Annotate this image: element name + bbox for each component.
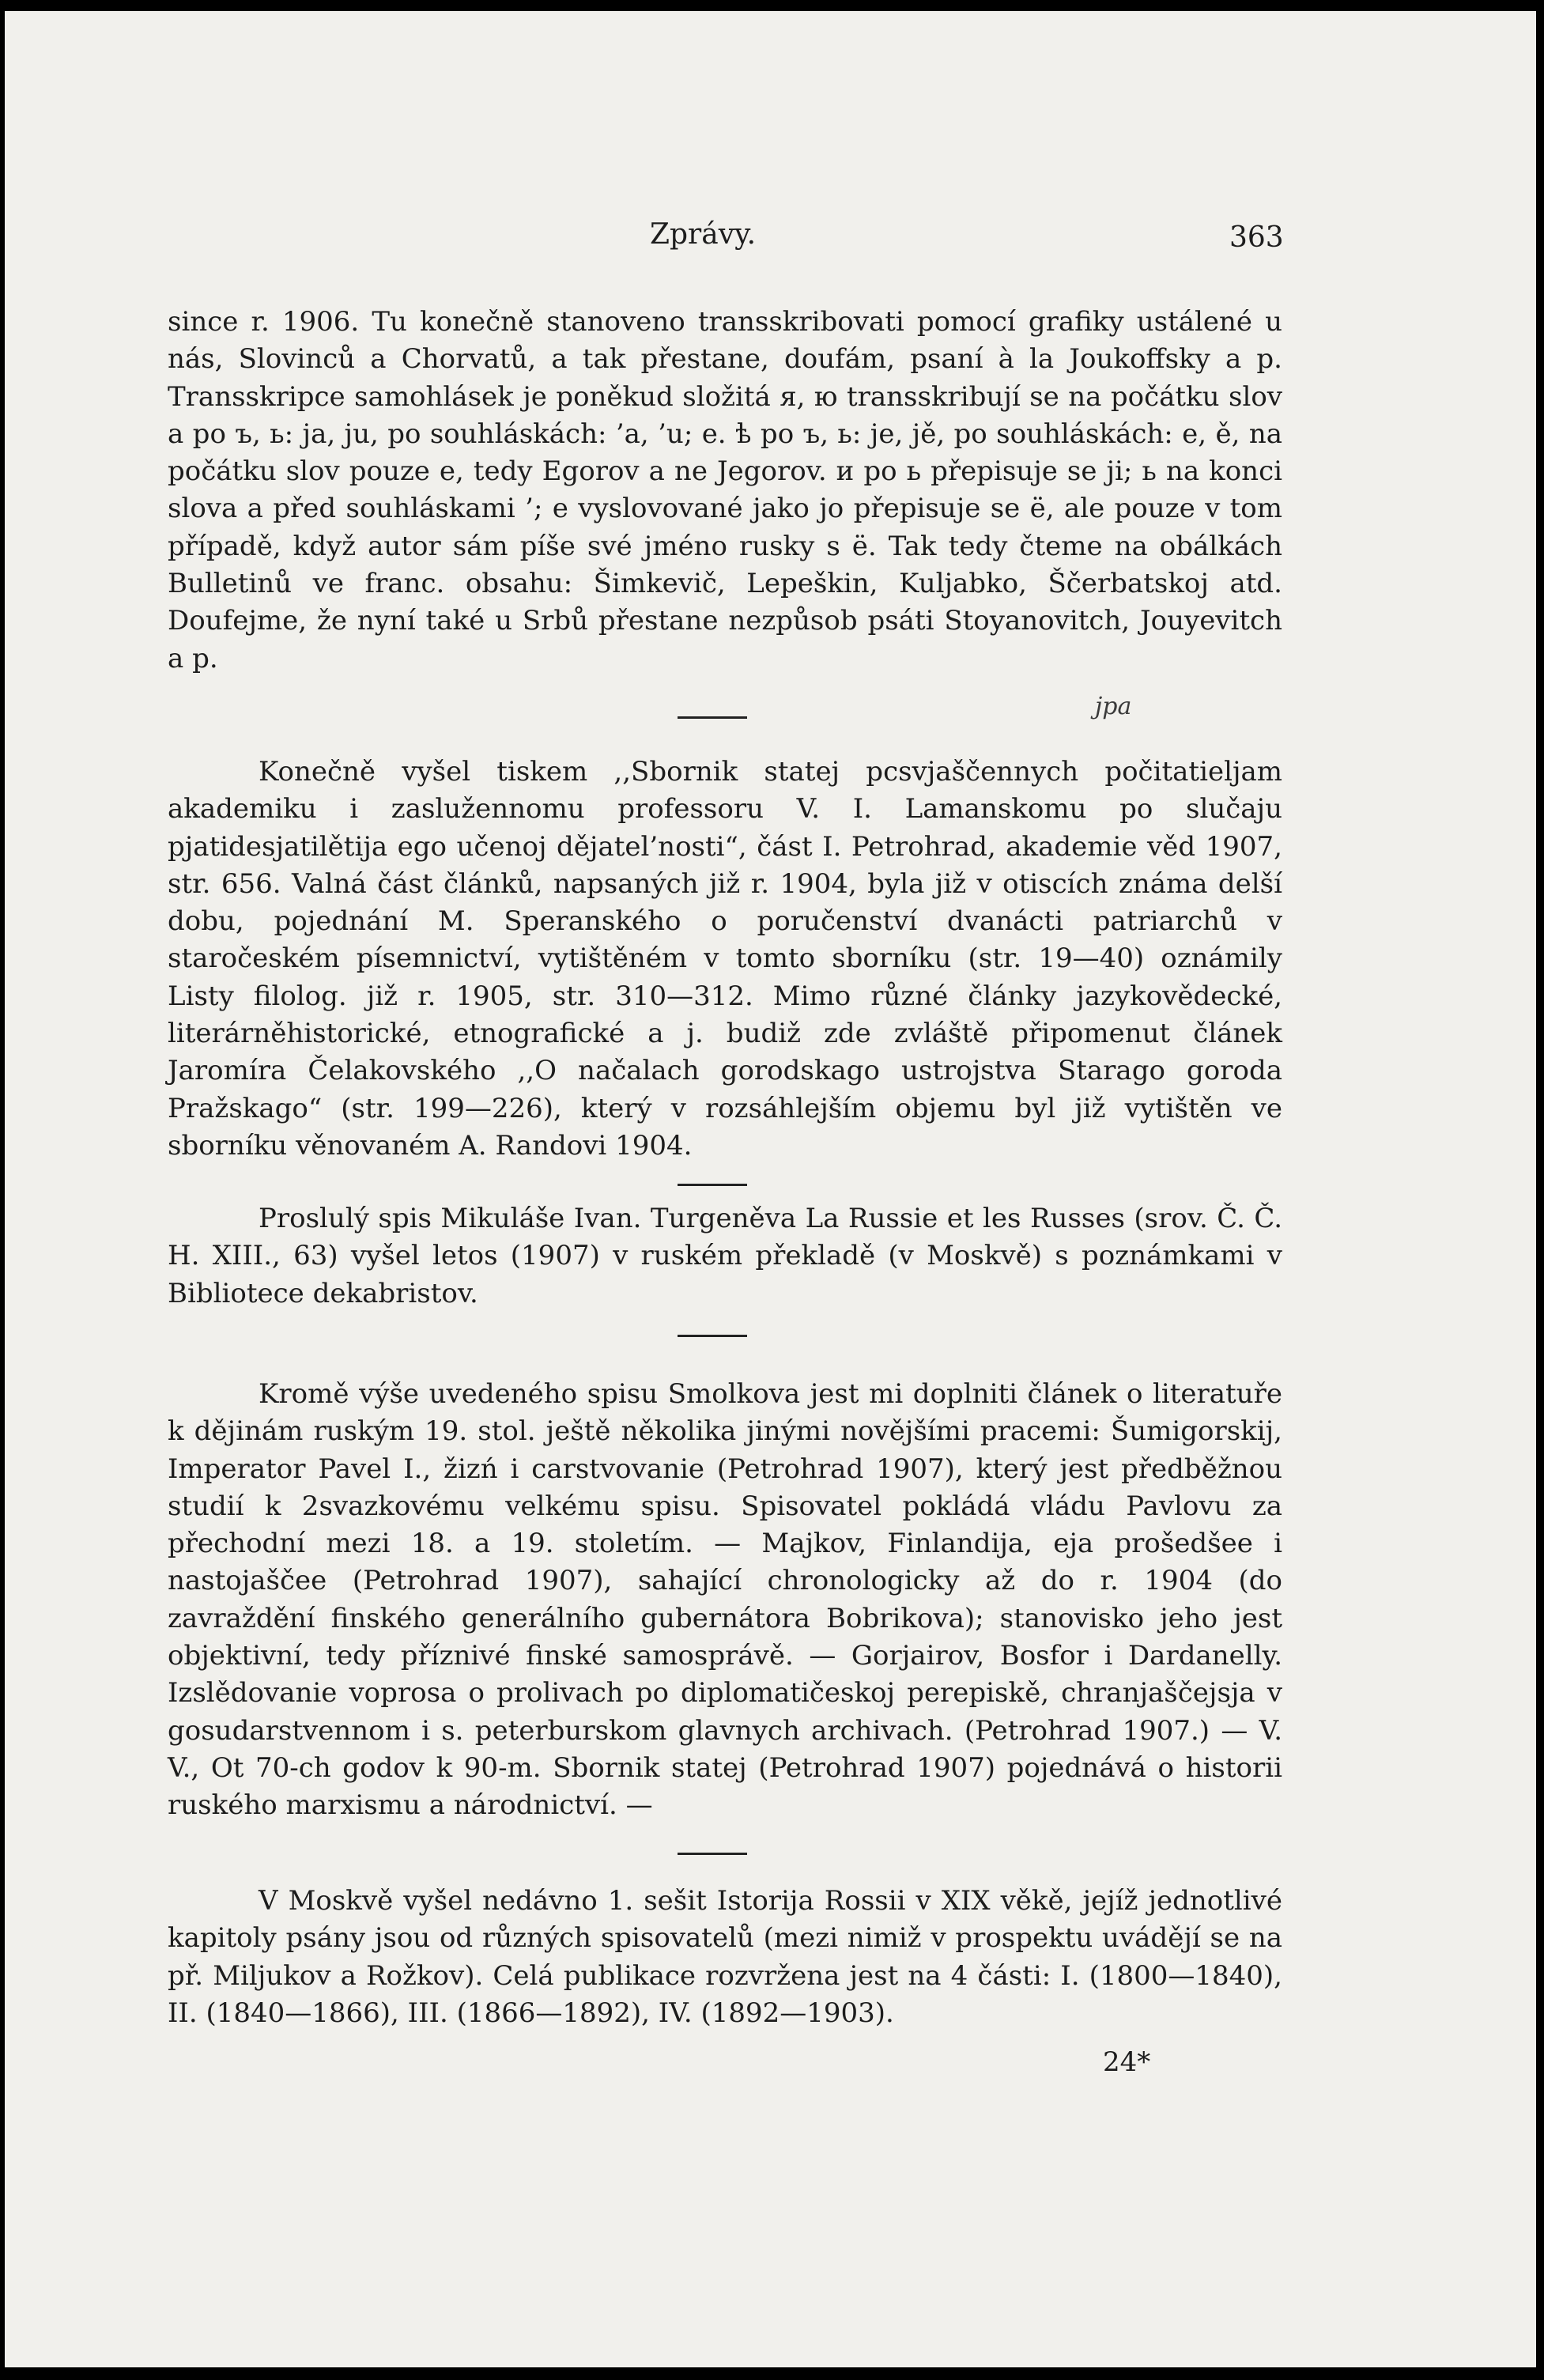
section-divider bbox=[678, 1335, 747, 1337]
section-divider bbox=[678, 1184, 747, 1186]
header-title: Zprávy. bbox=[650, 218, 757, 251]
handwritten-note: jpa bbox=[1095, 693, 1132, 720]
paragraph-transcription: since r. 1906. Tu konečně stanoveno transskribovati pomocí grafiky ustálené u nás, Slovinců a Chorvatů, a tak přestane, doufám, psaní à la Joukoffsky a p. Transskripce samohlásek je poněkud složitá я, ю transskribují se na počátku slov a po ъ, ь: ja, ju, po souhláskách: ’a, ’u; е. ѣ po ъ, ь: je, jě, po souhláskách: e, ě, na počátku slov pouze e, tedy Egorov a ne Jegorov. и po ь přepisuje se ji; ь na konci slova a před souhláskami ’; e vyslovované jako jo přepisuje se ë, ale pouze v tom případě, když autor sám píše své jméno rusky s ë. Tak tedy čteme na obálkách Bulletinů ve franc. obsahu: Šimkevič, Lepeškin, Kuljabko, Ščerbatskoj atd. Doufejme, že nyní také u Srbů přestane nezpůsob psáti Stoyanovitch, Jouyevitch a p. bbox=[168, 306, 1282, 674]
section-divider bbox=[678, 1853, 747, 1855]
paragraph-literature: Kromě výše uvedeného spisu Smolkova jest mi doplniti článek o literatuře k dějinám ruským 19. stol. ještě několika jinými novějšími pracemi: Šumigorskij, Imperator Pavel I., žizń i carstvovanie (Petrohrad 1907), který jest předběžnou studií k 2svazkovému velkému spisu. Spisovatel pokládá vládu Pavlovu za přechodní mezi 18. a 19. stoletím. — Majkov, Finlandija, eja prošedšee i nastojaščee (Petrohrad 1907), sahající chronologicky až do r. 1904 (do zavraždění finského generálního gubernátora Bobrikova); stanovisko jeho jest objektivní, tedy příznivé finské samosprávě. — Gorjairov, Bosfor i Dardanelly. Izslědovanie voprosa o prolivach po diplomatičeskoj perepiskě, chranjaščejsja v gosudarstvennom i s. peterburskom glavnych archivach. (Petrohrad 1907.) — V. V., Ot 70-ch godov k 90-m. Sbornik statej (Petrohrad 1907) pojednává o historii ruského marxismu a národnictví. — bbox=[168, 1378, 1282, 1822]
paragraph-turgenev: Proslulý spis Mikuláše Ivan. Turgeněva La Russie et les Russes (srov. Č. Č. H. XIII., 63) vyšel letos (1907) v ruském překladě (v Moskvě) s poznámkami v Bibliotece dekabristov. bbox=[168, 1203, 1282, 1309]
paragraph-istorija: V Moskvě vyšel nedávno 1. sešit Istorija Rossii v XIX věkě, jejíž jednotlivé kapitoly psány jsou od různých spisovatelů (mezi nimiž v prospektu uvádějí se na př. Miljukov a Rožkov). Celá publikace rozvržena jest na 4 části: I. (1800—1840), II. (1840—1866), III. (1866—1892), IV. (1892—1903). bbox=[168, 1885, 1282, 2029]
signature-mark: 24* bbox=[1103, 2046, 1151, 2078]
paragraph-sbornik: Konečně vyšel tiskem ,,Sbornik statej pcsvjaščennych počitatieljam akademiku i zaslužennomu professoru V. I. Lamanskomu po slučaju pjatidesjatilětija ego učenoj dějatel’nosti“, část I. Petrohrad, akademie věd 1907, str. 656. Valná část článků, napsaných již r. 1904, byla již v otiscích známa delší dobu, pojednání M. Speranského o poručenství dvanácti patriarchů v staročeském písemnictví, vytištěném v tomto sborníku (str. 19—40) oznámily Listy filolog. již r. 1905, str. 310—312. Mimo různé články jazykovědecké, literárněhistorické, etnografické a j. budiž zde zvláště připomenut článek Jaromíra Čelakovského ,,O načalach gorodskago ustrojstva Starago goroda Pražskago“ (str. 199—226), který v rozsáhlejším objemu byl již vytištěn ve sborníku věnovaném A. Randovi 1904. bbox=[168, 756, 1282, 1162]
page-number: 363 bbox=[1229, 221, 1284, 254]
section-divider bbox=[678, 716, 747, 719]
running-header bbox=[0, 218, 1544, 266]
